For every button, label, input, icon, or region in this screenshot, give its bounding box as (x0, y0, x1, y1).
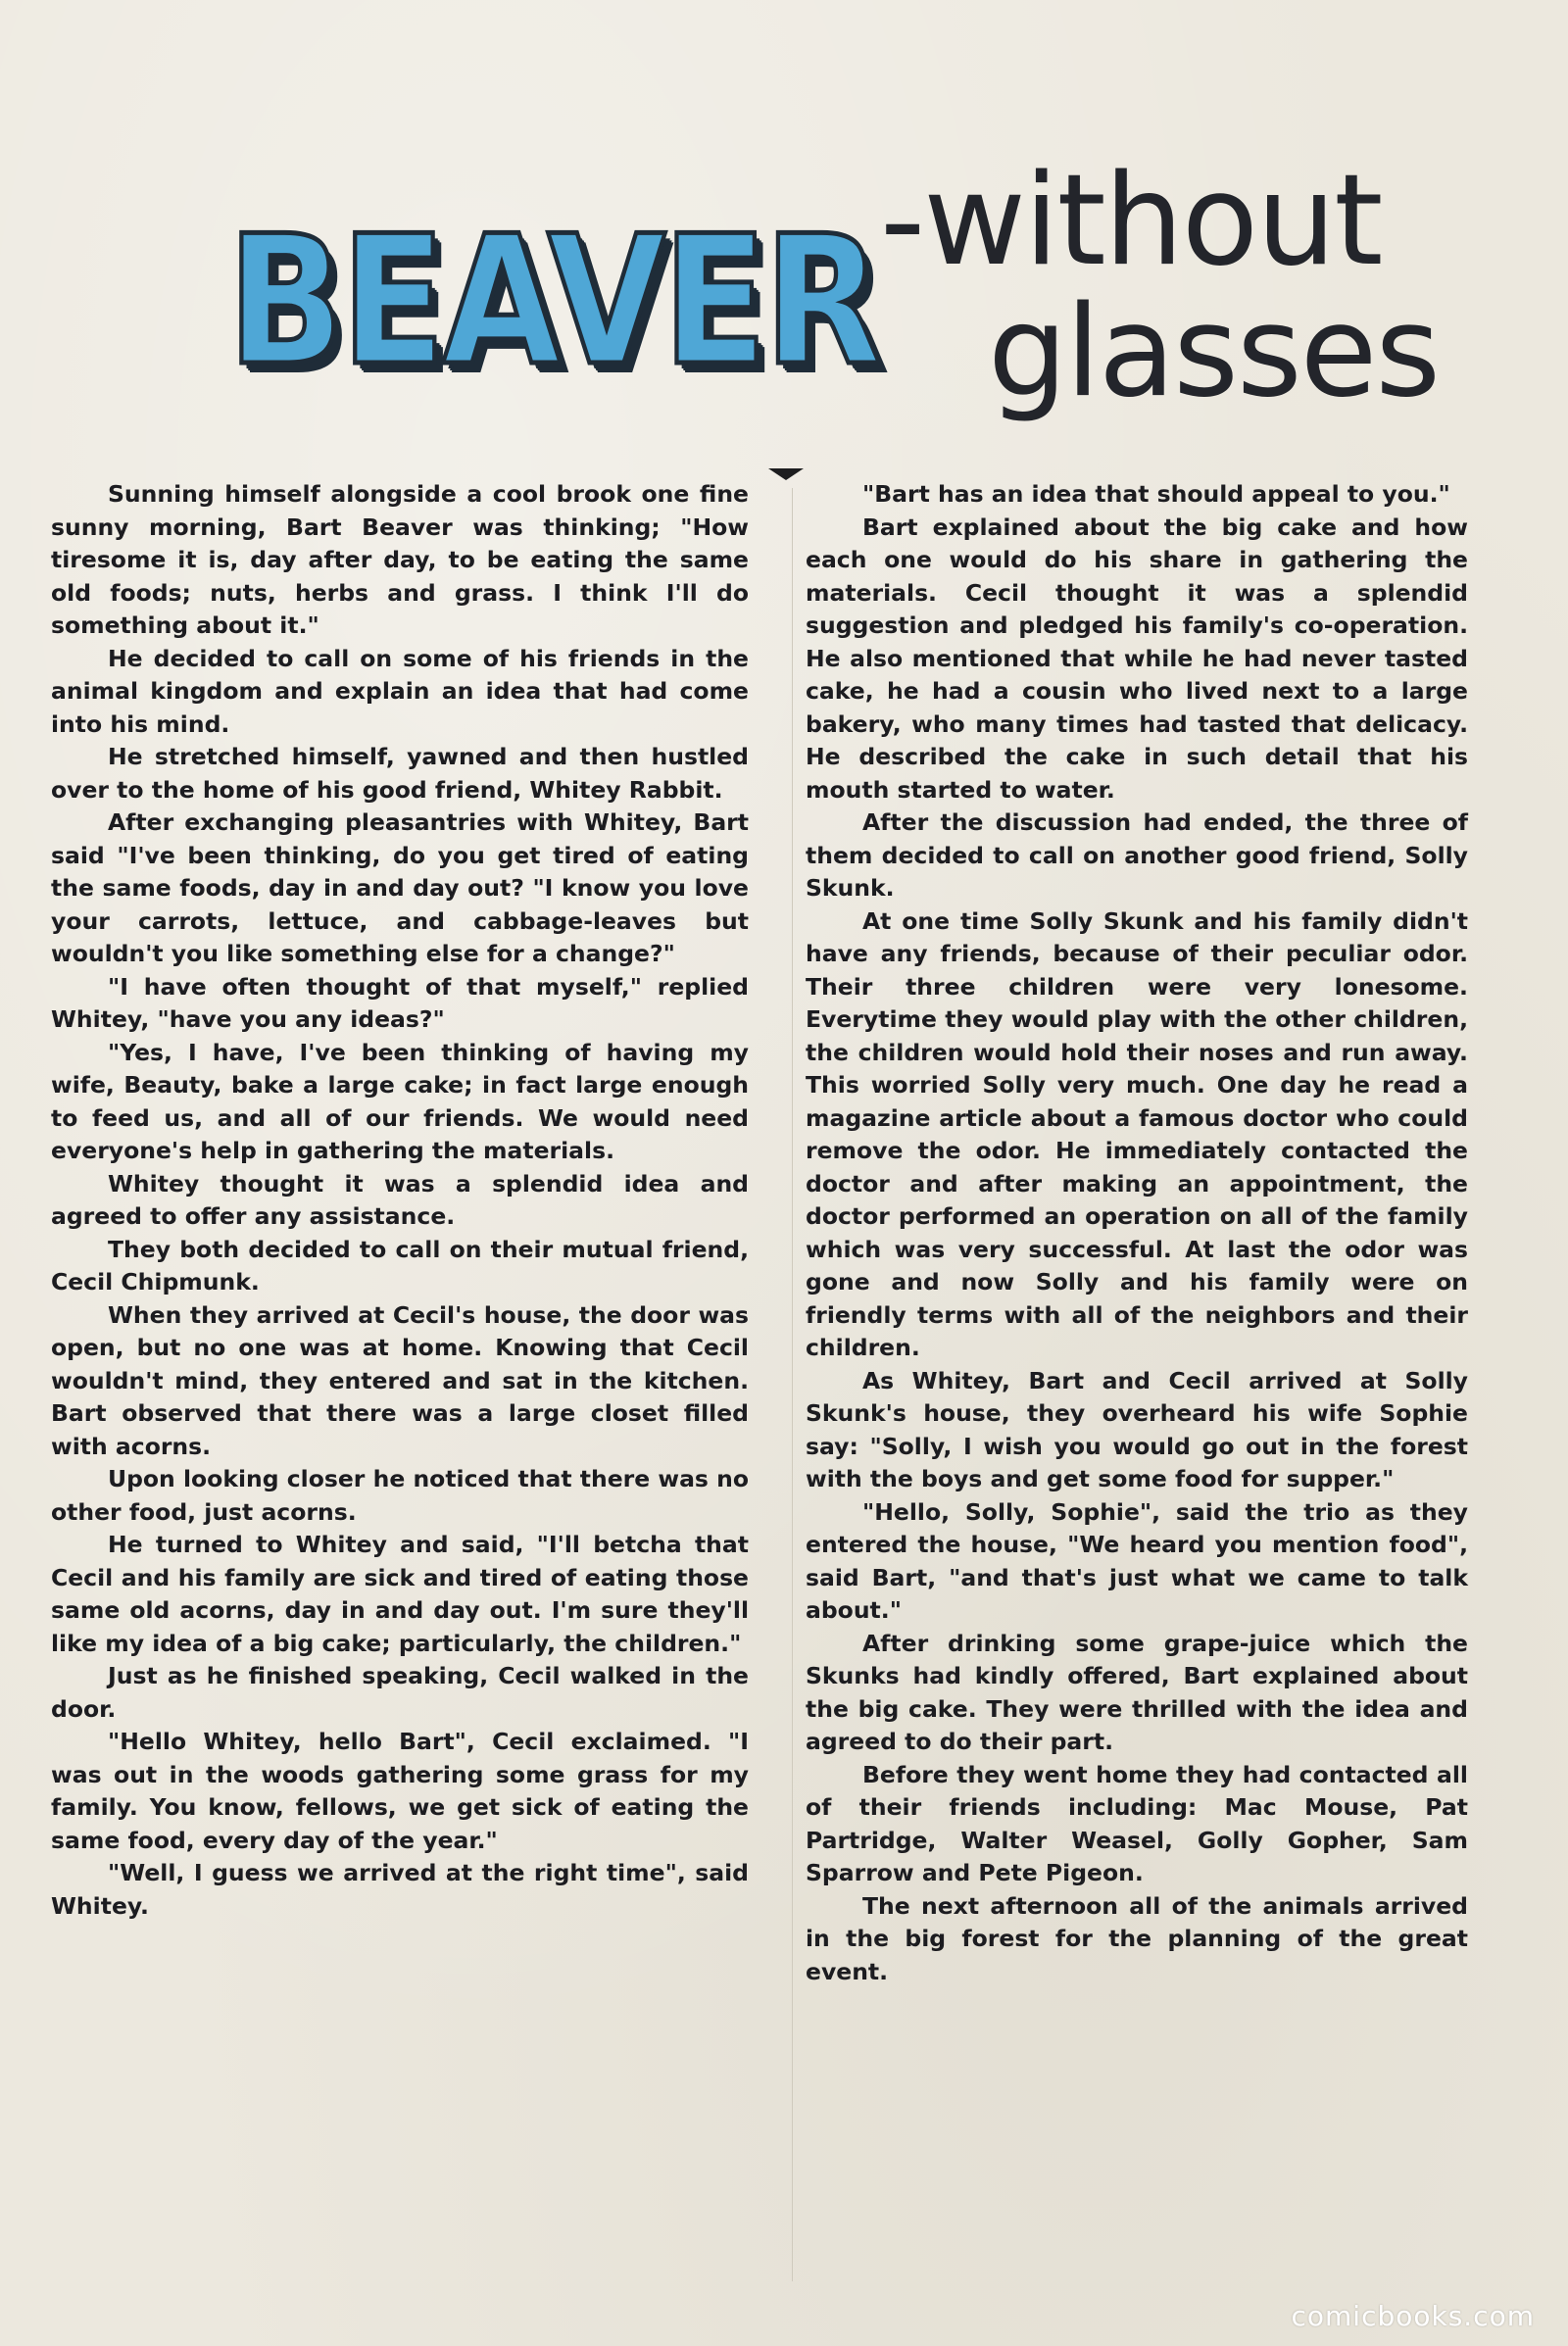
column-marker-icon (768, 468, 804, 480)
story-title-sub-line2: glasses (988, 279, 1440, 425)
paragraph: When they arrived at Cecil's house, the door was open, but no one was at home. Knowing that Cecil wouldn't mind, they entered and sat in the kitchen. Bart observed that there was a large closet filled with acorns. (51, 1300, 749, 1460)
paragraph: "Hello, Solly, Sophie", said the trio as they entered the house, "We heard you mention food", said Bart, "and that's just what we came to talk about." (806, 1497, 1468, 1624)
paragraph: "Well, I guess we arrived at the right time", said Whitey. (51, 1859, 749, 1920)
paragraph: At one time Solly Skunk and his family didn't have any friends, because of their peculiar odor. Their three children were very lonesome. Everytime they would play with the other children, the children would hold their noses and run away. This worried Solly very much. One day he read a magazine article about a famous doctor who could remove the odor. He immediately contacted the doctor and after making an appointment, the doctor performed an operation on all of the family which was very successful. At last the odor was gone and now Solly and his family were on friendly terms with all of the neighbors and their children. (806, 906, 1468, 1361)
paragraph: "Yes, I have, I've been thinking of having my wife, Beauty, bake a large cake; in fact large enough to feed us, and all of our friends. We would need everyone's help in gathering the materials. (51, 1038, 749, 1164)
paragraph: The next afternoon all of the animals arrived in the big forest for the planning of the great event. (806, 1891, 1468, 1985)
left-text-column (51, 478, 749, 1923)
paragraph: After exchanging pleasantries with Whitey, Bart said "I've been thinking, do you get tired of eating the same foods, day in and day out? "I know you love your carrots, lettuce, and cabbage-leaves but wouldn't you like something else for a change?" (51, 808, 749, 967)
paragraph: "Bart has an idea that should appeal to you." (862, 480, 1450, 508)
paragraph: They both decided to call on their mutual friend, Cecil Chipmunk. (51, 1235, 749, 1295)
story-title-main: BEAVER (227, 197, 879, 405)
story-title-sub-line1: -without (880, 148, 1382, 294)
column-divider (792, 488, 793, 2281)
paragraph: After the discussion had ended, the three of them decided to call on another good friend, Solly Skunk. (806, 808, 1468, 902)
paragraph: Bart explained about the big cake and how each one would do his share in gathering the materials. Cecil thought it was a splendid suggestion and pledged his family's co-operation. He also mentioned that while he had never tasted cake, he had a cousin who lived next to a large bakery, who many times had tasted that delicacy. He described the cake in such detail that his mouth started to water. (806, 513, 1468, 804)
paragraph: He stretched himself, yawned and then hustled over to the home of his good friend, Whitey Rabbit. (51, 743, 749, 804)
paragraph: "Hello Whitey, hello Bart", Cecil exclaimed. "I was out in the woods gathering some grass for my family. You know, fellows, we get sick of eating the same food, every day of the year." (51, 1728, 749, 1854)
paragraph: Whitey thought it was a splendid idea and agreed to offer any assistance. (51, 1169, 749, 1230)
paragraph: He turned to Whitey and said, "I'll betcha that Cecil and his family are sick and tired of eating those same old acorns, day in and day out. I'm sure they'll like my idea of a big cake; particularly, the children." (51, 1531, 749, 1657)
site-watermark: comicbooks.com (1291, 2300, 1535, 2332)
paragraph: Before they went home they had contacted all of their friends including: Mac Mouse, Pat Partridge, Walter Weasel, Golly Gopher, Sam Sparrow and Pete Pigeon. (806, 1760, 1468, 1886)
right-text-column (806, 478, 1468, 1988)
paragraph: He decided to call on some of his friends in the animal kingdom and explain an idea that had come into his mind. (51, 644, 749, 738)
paragraph: As Whitey, Bart and Cecil arrived at Solly Skunk's house, they overheard his wife Sophie say: "Solly, I wish you would go out in the forest with the boys and get some food for supper." (806, 1366, 1468, 1492)
paragraph: Upon looking closer he noticed that there was no other food, just acorns. (51, 1465, 749, 1526)
paragraph: Sunning himself alongside a cool brook one fine sunny morning, Bart Beaver was thinking; "How tiresome it is, day after day, to be eating the same old foods; nuts, herbs and grass. I think I'll do something about it." (51, 480, 749, 639)
paragraph: After drinking some grape-juice which the Skunks had kindly offered, Bart explained about the big cake. They were thrilled with the idea and agreed to do their part. (806, 1629, 1468, 1755)
paragraph: Just as he finished speaking, Cecil walked in the door. (51, 1662, 749, 1723)
paragraph: "I have often thought of that myself," replied Whitey, "have you any ideas?" (51, 972, 749, 1033)
